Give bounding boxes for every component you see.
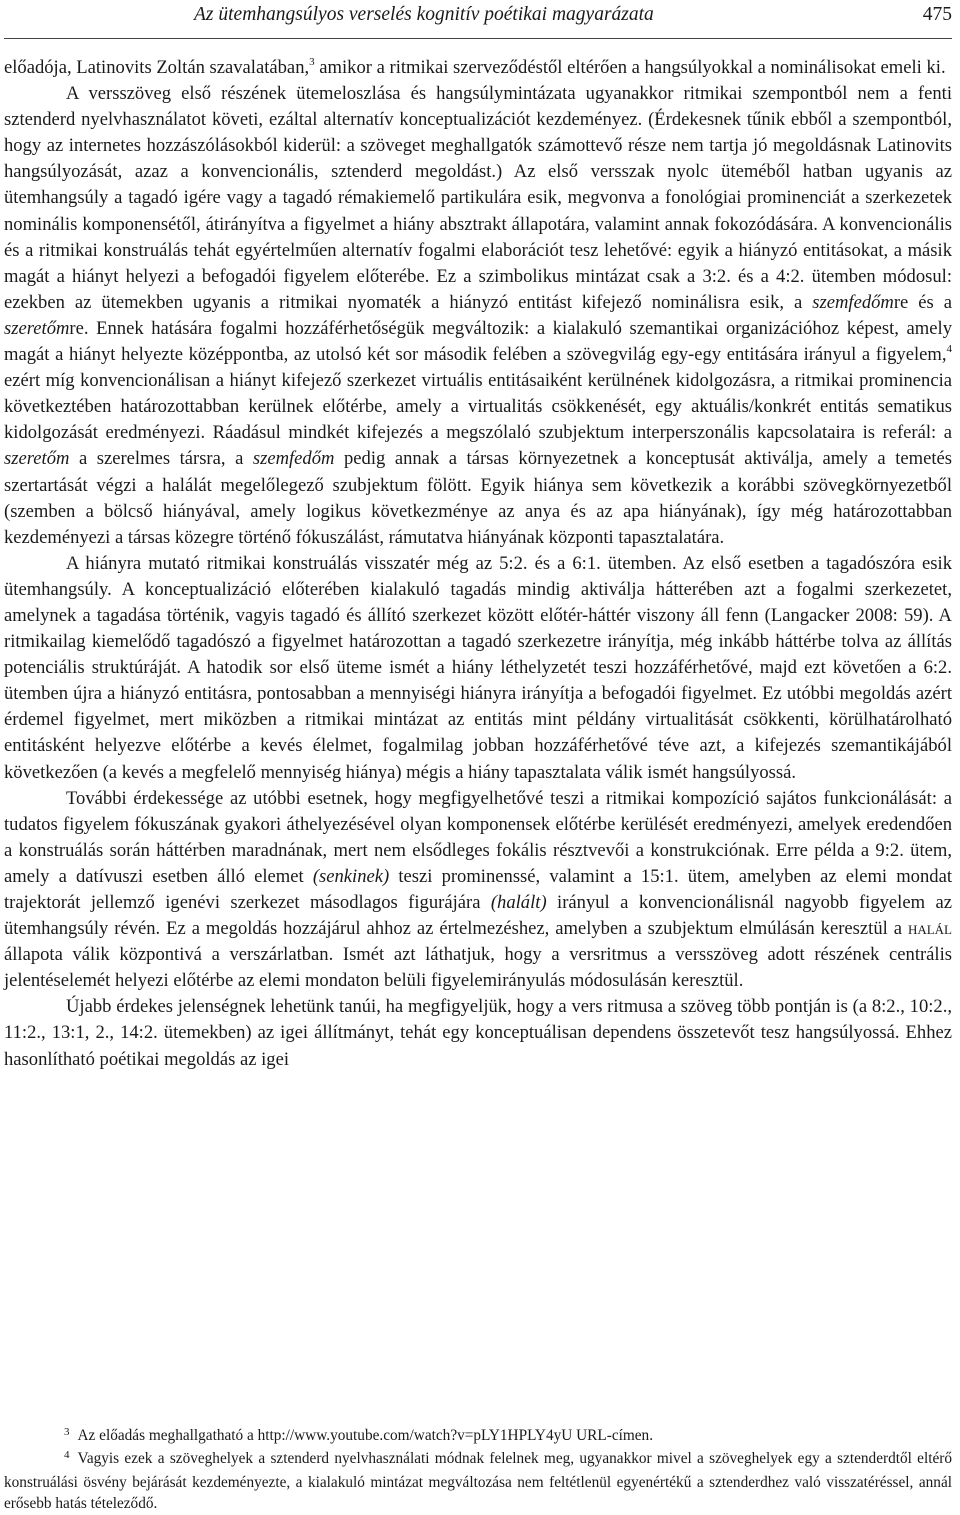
italic-term: szeretőm [4,448,70,470]
italic-term: szeretőm [4,317,70,339]
footnote-ref-3[interactable]: 3 [309,55,315,68]
footnote-divider [4,1409,244,1410]
small-caps-term: halál [907,918,952,940]
running-title: Az ütemhangsúlyos verselés kognitív poétikai magyarázata [194,4,654,25]
paragraph-1: előadója, Latinovits Zoltán szavalatában,$^3$ amikor a ritmikai szerveződéstől eltérően a hangsúlyokkal a nominálisokat emeli ki. [4,55,946,78]
footnote-4: $^4$ Vagyis ezek a szöveghelyek a sztenderd nyelvhasználati módnak felelnek meg, ugyanakkor mivel a szöveghelyek egy a sztenderdtől eltérő konstruálási ösvény bejárását kezdeményezte, a kialakuló mintázat megváltozása nem feltétlenül egyenértékű a sztenderdhez való visszatéréssel, annál erősebb hatás tételeződő. [4,1449,952,1513]
italic-term: (halált) [490,892,547,913]
footnote-ref-4[interactable]: 4 [946,342,952,355]
italic-term: (senkinek) [312,865,390,887]
main-text [4,55,952,1073]
page-number: 475 [922,4,952,25]
footnote-3: $^3$ Az előadás meghallgatható a http://www.youtube.com/watch?v=pLY1HPLY4yU URL-címen. [64,1426,654,1444]
running-header [4,4,952,30]
paragraph-3: A hiányra mutató ritmikai konstruálás visszatér még az 5:2. és a 6:1. ütemben. Az első esetben a tagadószóra esik ütemhangsúly. A konceptualizáció előterében kialakuló tagadás mindig aktiválja hátterében azt a fogalmi szerkezetet, amelynek a tagadása történik, vagyis tagadó és állító szerkezet között előtér-háttér viszony áll fenn (Langacker 2008: 59). A ritmikailag kiemelődő tagadószó a figyelmet határozottan a tagadó szerkezetre irányítja, még inkább háttérbe tolva az állítás potenciális struktúráját. A hatodik sor első üteme ismét a hiány léthelyzetét teszi hozzáférhetővé, majd ezt követően a 6:2. ütemben újra a hiányzó entitásra, pontosabban a mennyiségi hiányra irányítja a befogadói figyelmet. Ez utóbbi megoldás azért érdemel figyelmet, mert miközben a ritmikai mintázat az entitás mint példány virtualitását csökkenti, körülhatárolható entitásként helyezve előtérbe a kevés élelmet, fogalmilag jobban hozzáférhetővé téve azt, a kifejezés szemantikájából következően (a kevés a megfelelő mennyiség hiánya) mégis a hiány tapasztalata válik ismét hangsúlyossá. [4,552,952,783]
header-divider [4,38,952,39]
paragraph-2: A versszöveg első részének ütemeloszlása és hangsúlymintázata ugyanakkor ritmikai szempontból nem a fenti sztenderd nyelvhasználatot követi, ezáltal alternatív konceptualizációt kezdeményez. (Érdekesnek tűnik ebből a szempontból, hogy az internetes hozzászólásokból kiderül: a szöveget meghallgatók számottevő része nem tartja jó megoldásnak Latinovits hangsúlyozását, azaz a konvencionális, sztenderd megoldást.) Az első versszak nyolc üteméből hatban ugyanis az ütemhangsúly a tagadó igére vagy a tagadó rémakiemelő partikulára esik, megvonva a fonológiai prominenciát a szerkezetek nominális komponensétől, átirányítva a figyelmet a hiány absztrakt állapotára, valamint annak fokozódására. A konvencionális és a ritmikai konstruálás tehát egyértelműen alternatív fogalmi elaborációt tesz lehetővé: egyik a hiányzó entitásokat, a másik magát a hiányt helyezi a befogadói figyelem előterébe. Ez a szimbolikus mintázat csak a 3:2. és a 4:2. ütemben módosul: ezekben az ütemekben ugyanis a ritmikai nyomaték a hiányzó entitást kifejező nominálisra esik, a szemfedőmre és a szeretőmre. Ennek hatására fogalmi hozzáférhetőségük megváltozik: a kialakuló szemantikai organizációhoz képest, amely magát a hiányt helyezte középpontba, az utolsó két sor második felében a szövegvilág egy-egy entitására irányul a figyelem,$^4$ ezért míg konvencionálisan a hiányt kifejező szerkezet virtuális entitásaiként kerülnének kidolgozásra, a ritmikai prominencia következtében határozottabban kerülnek előtérbe, amely a virtualitás csökkenését, egy aktuális/konkrét entitás sematikus kidolgozását eredményezi. Ráadásul mindkét kifejezés a megszólaló szubjektum interperszonális kapcsolataira is referál: a szeretőm a szerelmes társra, a szemfedőm pedig annak a társas környezetnek a konceptusát aktiválja, amely a temetés szertartását végzi a halálát megelőlegező szubjektum fölött. Egyik hiánya sem következik a korábbi szövegkörnyezetből (szemben a bölcső hiányával, amely logikus következménye az anya és az apa hiányának), így még határozottabban kezdeményezi a társas közegre történő fókuszálást, rámutatva hiányának központi tapasztalatára. [4,83,952,548]
footnotes [4,1425,952,1515]
italic-term: szemfedőm [812,291,894,313]
paragraph-5: Újabb érdekes jelenségnek lehetünk tanúi, ha megfigyeljük, hogy a vers ritmusa a szöveg több pontján is (a 8:2., 10:2., 11:2., 13:1, 2., 14:2. ütemekben) az igei állítmányt, tehát egy konceptuálisan dependens összetevőt tesz hangsúlyossá. Ehhez hasonlítható poétikai megoldás az igei [4,996,952,1070]
italic-term: szemfedőm [252,448,335,470]
paragraph-4: További érdekessége az utóbbi esetnek, hogy megfigyelhetővé teszi a ritmikai kompozíció sajátos funkcionálását: a tudatos figyelem fókuszának gyakori áthelyezésével olyan komponensek előtérbe kerülését eredményezi, amelyek eredendően a konstruálás során háttérben maradnának, mert nem elsődleges fokális résztvevői a konstrukciónak. Erre példa a 9:2. ütem, amely a datívuszi esetben álló elemet (senkinek) teszi prominenssé, valamint a 15:1. ütem, amelyben az elemi mondat trajektorát jellemző igenévi szerkezet másodlagos figurájára (halált) irányul a konvencionálisnál nagyobb figyelem az ütemhangsúly révén. Ez a megoldás hozzájárul ahhoz az értelmezéshez, amelyben a szubjektum elmúlásán keresztül a halál állapota válik központivá a verszárlatban. Ismét azt láthatjuk, hogy a versritmus a versszöveg adott részének centrális jelentéselemét helyezi előtérbe az elemi mondaton belüli figyelemirányulás módosulásán keresztül. [4,787,952,992]
